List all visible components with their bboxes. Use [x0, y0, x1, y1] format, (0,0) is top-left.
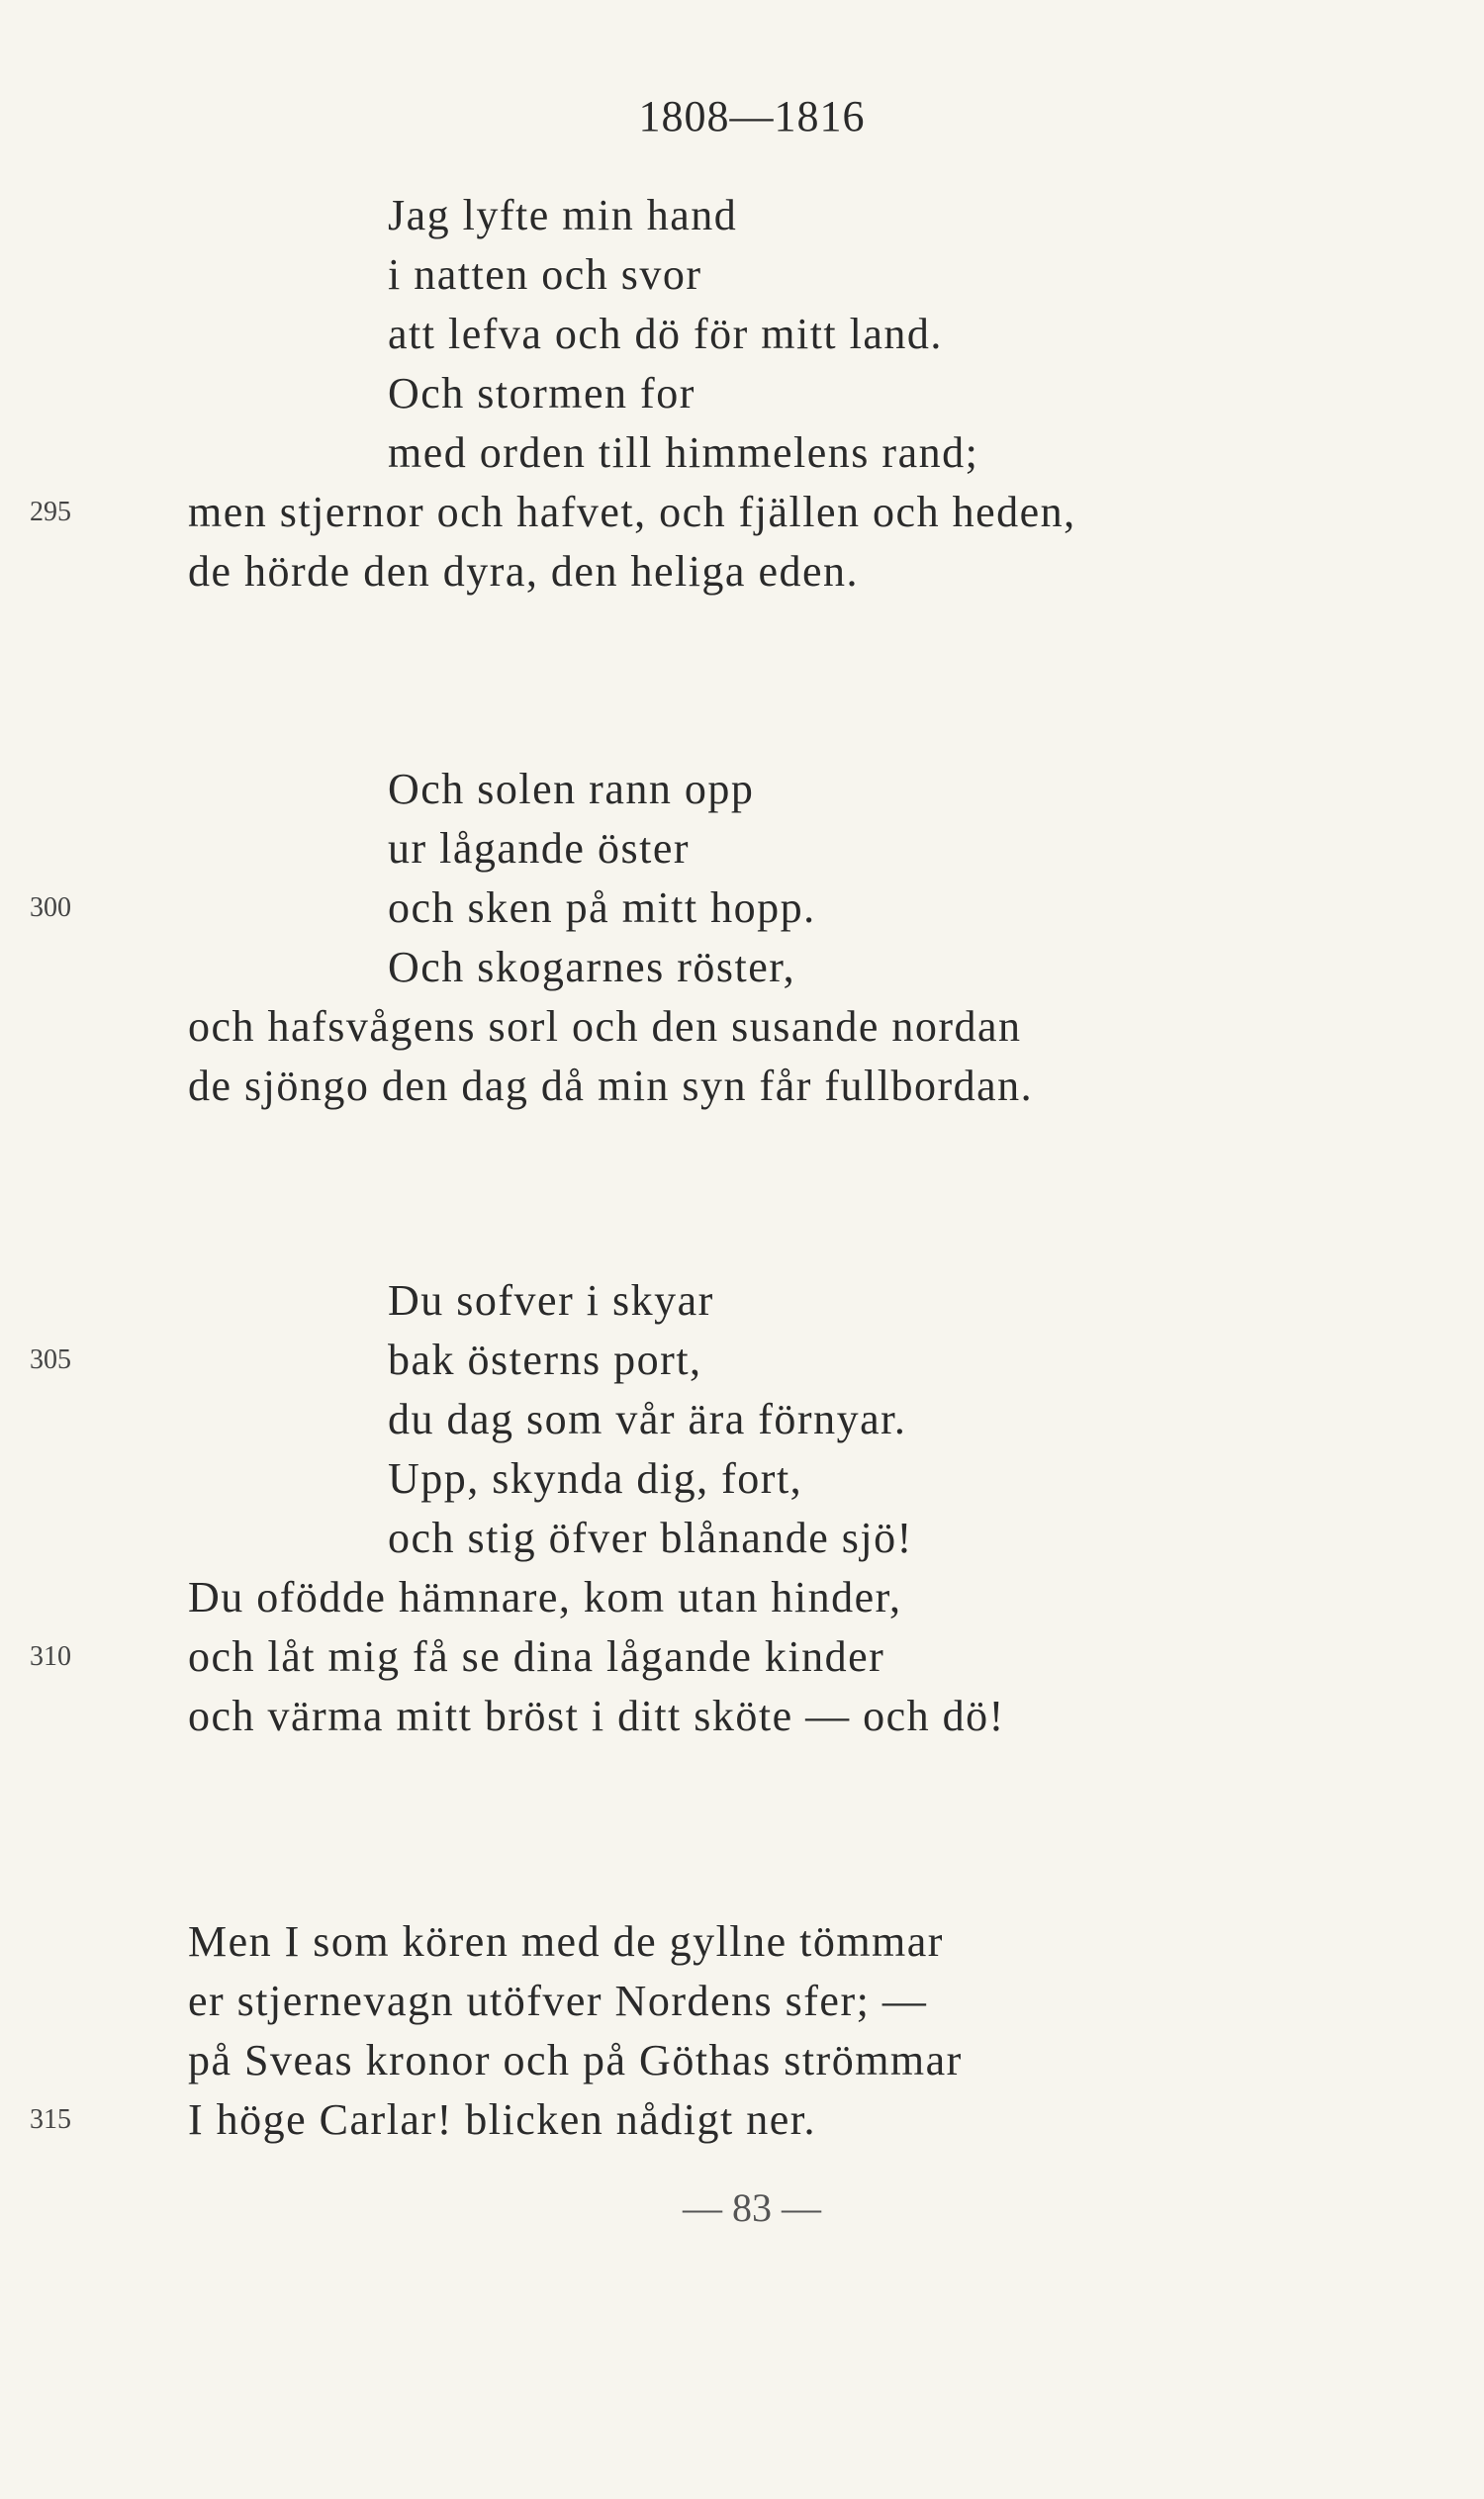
line-number: 310 — [30, 1641, 71, 1672]
verse-line: ur lågande öster — [388, 824, 690, 873]
verse-line: er stjernevagn utöfver Nordens sfer; — — [188, 1977, 928, 2025]
verse-line: Jag lyfte min hand — [388, 191, 738, 239]
verse-line: på Sveas kronor och på Göthas strömmar — [188, 2036, 963, 2084]
verse-line: i natten och svor — [388, 250, 702, 299]
page-number: — 83 — — [683, 2185, 821, 2230]
verse-line: bak österns port, — [388, 1336, 702, 1384]
line-number: 305 — [30, 1344, 71, 1375]
line-number: 300 — [30, 892, 71, 923]
page-header: 1808—1816 — [638, 92, 866, 140]
verse-line: de sjöngo den dag då min syn får fullbordan. — [188, 1062, 1034, 1110]
verse-line: de hörde den dyra, den heliga eden. — [188, 547, 860, 596]
verse-line: med orden till himmelens rand; — [388, 428, 979, 477]
verse-line: Du ofödde hämnare, kom utan hinder, — [188, 1573, 902, 1621]
verse-line: att lefva och dö för mitt land. — [388, 310, 943, 358]
verse-line: Men I som kören med de gyllne tömmar — [188, 1917, 944, 1966]
verse-line: du dag som vår ära förnyar. — [388, 1395, 907, 1443]
verse-line: Och solen rann opp — [388, 765, 755, 813]
verse-line: Upp, skynda dig, fort, — [388, 1454, 803, 1503]
verse-line: Du sofver i skyar — [388, 1276, 714, 1325]
verse-line: och låt mig få se dina lågande kinder — [188, 1632, 885, 1681]
verse-line: men stjernor och hafvet, och fjällen och heden, — [188, 488, 1076, 536]
verse-line: och sken på mitt hopp. — [388, 883, 816, 932]
verse-line: Och skogarnes röster, — [388, 943, 796, 991]
line-number: 315 — [30, 2104, 71, 2135]
line-number: 295 — [30, 497, 71, 527]
verse-line: och stig öfver blånande sjö! — [388, 1514, 913, 1562]
verse-line: och värma mitt bröst i ditt sköte — och dö! — [188, 1692, 1005, 1740]
verse-line: Och stormen for — [388, 369, 696, 417]
verse-line: och hafsvågens sorl och den susande nordan — [188, 1002, 1022, 1051]
verse-line: I höge Carlar! blicken nådigt ner. — [188, 2095, 817, 2144]
